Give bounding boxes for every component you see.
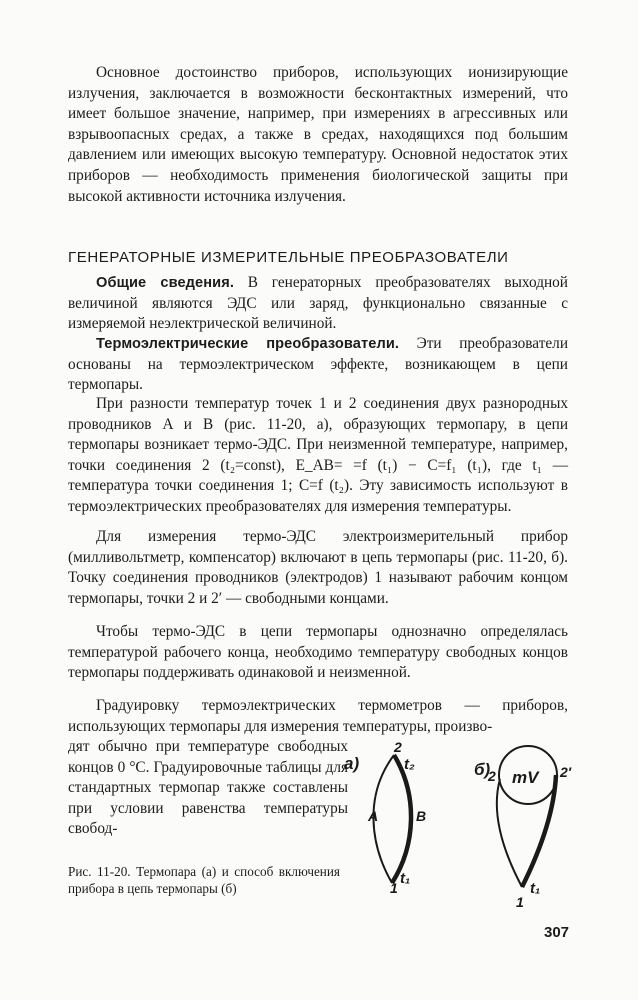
- thermo-text: Эти преобразователи основаны на термоэлектрическом эффекте, возникающем в цепи термопары.: [68, 335, 568, 394]
- figure-b-point-2-prime: 2′: [560, 764, 572, 780]
- conductor-b-left: [497, 779, 522, 887]
- figure-b-point-1: 1: [516, 894, 524, 910]
- figure-a-label-B: B: [416, 808, 427, 824]
- general-info-title: Общие сведения.: [96, 275, 235, 291]
- figure-a-t2: t₂: [404, 756, 415, 773]
- figure-a-point-2: 2: [394, 739, 402, 755]
- figure-caption: Рис. 11-20. Термопара (а) и способ включения прибора в цепь термопары (б): [68, 864, 340, 896]
- figure-b-point-2: 2: [488, 768, 496, 784]
- figure-a-label-A: A: [368, 808, 379, 824]
- measurement-paragraph: Для измерения термо-ЭДС электроизмерительный прибор (милливольтметр, компенсатор) включают в цепь термопары (рис. 11-20, б). Точку соединения проводников (электродов) 1 называют рабочим концом термопары, точки 2 и 2′ — свободными концами.: [68, 528, 568, 607]
- figure-a-t1: t₁: [400, 870, 411, 887]
- thermo-title: Термоэлектрические преобразователи.: [96, 336, 400, 352]
- thermocouple-figure: [340, 735, 600, 915]
- figure-a-point-1: 1: [390, 880, 398, 896]
- general-info-paragraph: [68, 273, 568, 335]
- calibration-paragraph-wrap: дят обычно при температуре свободных концов 0 °С. Градуировочные таблицы для стандартных термопар также составлены при условии равенства температуры свобод-: [68, 738, 348, 838]
- general-info-text: В генераторных преобразователях выходной величиной являются ЭДС или заряд, функционально связанные с измеряемой неэлектрической величиной.: [68, 274, 568, 333]
- thermo-paragraph: [68, 334, 568, 396]
- calibration-paragraph-lead: Градуировку термоэлектрических термометров — приборов, использующих термопары для измерения температуры, произво-: [68, 697, 568, 735]
- section-heading: ГЕНЕРАТОРНЫЕ ИЗМЕРИТЕЛЬНЫЕ ПРЕОБРАЗОВАТЕЛИ: [68, 249, 509, 266]
- figure-a-label: а): [344, 754, 360, 773]
- figure-b-label: б): [474, 760, 491, 779]
- page-number: 307: [544, 924, 570, 941]
- figure-b-t1: t₁: [530, 880, 541, 897]
- millivoltmeter-label: mV: [512, 768, 539, 787]
- difference-paragraph: При разности температур точек 1 и 2 соединения двух разнородных проводников A и B (рис. 11-20, а), образующих термопару, в цепи термопары возникает термо-ЭДС. При неизменной температуре, например, точки соединения 2 (t₂=const), E_AB= =f (t₁) − C=f₁ (t₁), где t₁ — температура точки соединения 1; C=f (t₂). Эту зависимость используют в термоэлектрических преобразователях для измерения температуры.: [68, 395, 568, 515]
- intro-paragraph: Основное достоинство приборов, использующих ионизирующие излучения, заключается в возможности бесконтактных измерений, что имеет большое значение, например, при измерениях в агрессивных или взрывоопасных средах, а также в средах, находящихся под большим давлением или имеющих высокую температуру. Основной недостаток этих приборов — необходимость применения биологической защиты при высокой активности источника излучения.: [68, 64, 568, 205]
- conductor-b: [392, 755, 411, 883]
- uniqueness-paragraph: Чтобы термо-ЭДС в цепи термопары однозначно определялась температурой рабочего конца, необходимо температуру свободных концов термопары поддерживать одинаковой и неизменной.: [68, 623, 568, 682]
